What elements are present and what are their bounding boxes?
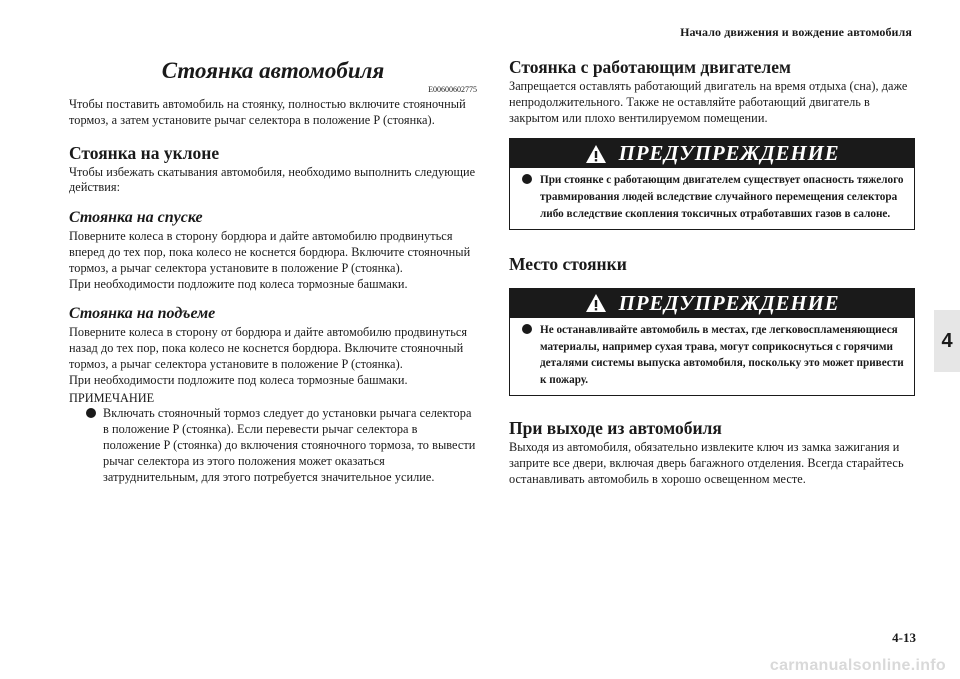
chapter-tab: 4 [934, 310, 960, 372]
slope-paragraph: Чтобы избежать скатывания автомобиля, необходимо выполнить следующие действия: [69, 164, 476, 195]
parking-place-heading: Место стоянки [509, 253, 627, 274]
bullet-icon [522, 324, 532, 334]
downhill-paragraph: Поверните колеса в сторону бордюра и дайте автомобилю продвинуться вперед до тех пор, пока колесо не коснется бордюра. Включите стояночный тормоз, а рычаг селектора установите в положение P (стоянка). [69, 229, 471, 275]
downhill-heading: Стоянка на спуске [69, 209, 203, 227]
note-text: Включать стояночный тормоз следует до установки рычага селектора в положение P (стоянка). Если перевести рычаг селектора в положение P (стоянка) до включения стояночного тормоза, то вывести рычаг селектора из этого положения может оказаться затруднительным, для этого потребуется значительное усилие. [103, 406, 476, 484]
running-header: Начало движения и вождение автомобиля [680, 25, 912, 39]
bullet-icon [522, 174, 532, 184]
warning-box-place [509, 288, 915, 396]
page-title: Стоянка автомобиля [161, 58, 385, 83]
warning-body [510, 168, 914, 228]
bullet-icon [86, 408, 96, 418]
slope-heading: Стоянка на уклоне [69, 142, 220, 163]
warning-triangle-icon [585, 144, 607, 164]
warning-title: ПРЕДУПРЕЖДЕНИЕ [618, 141, 840, 166]
right-column [509, 50, 915, 487]
document-code: E00600602775 [428, 85, 477, 94]
warning-triangle-icon [585, 293, 607, 313]
warning-title: ПРЕДУПРЕЖДЕНИЕ [618, 290, 840, 315]
downhill-chocks-paragraph: При необходимости подложите под колеса тормозные башмаки. [69, 276, 408, 291]
uphill-paragraph: Поверните колеса в сторону от бордюра и дайте автомобилю продвинуться назад до тех пор, пока колесо не коснется бордюра. Включите стояночный тормоз, а рычаг селектора установите в положение P (стоянка). [69, 325, 468, 371]
left-column [69, 50, 477, 485]
exit-vehicle-paragraph: Выходя из автомобиля, обязательно извлеките ключ из замка зажигания и заприте все двери, включая дверь багажного отделения. Всегда старайтесь останавливать автомобиль в хорошо освещенном месте. [509, 439, 904, 486]
engine-running-heading: Стоянка с работающим двигателем [509, 57, 791, 77]
uphill-chocks-paragraph: При необходимости подложите под колеса тормозные башмаки. [69, 372, 408, 387]
warning-text: Не останавливайте автомобиль в местах, где легковоспламеняющиеся материалы, например сухая трава, могут соприкоснуться с горячими деталями системы выпуска автомобиля, поскольку это может привести к пожару. [540, 323, 904, 387]
page-number: 4-13 [892, 630, 916, 645]
warning-header [510, 139, 914, 168]
warning-text: При стоянке с работающим двигателем существует опасность тяжелого травмирования людей вследствие случайного перемещения селектора либо вследствие скопления токсичных отработавших газов в салоне. [540, 174, 904, 220]
note-item [69, 406, 477, 485]
note-label: ПРИМЕЧАНИЕ [69, 390, 155, 405]
intro-paragraph: Чтобы поставить автомобиль на стоянку, полностью включите стояночный тормоз, а затем установите рычаг селектора в положение P (стоянка). [69, 97, 466, 127]
exit-vehicle-heading: При выходе из автомобиля [509, 417, 722, 438]
warning-header [510, 289, 914, 318]
warning-box-engine [509, 138, 915, 229]
warning-body [510, 318, 914, 395]
uphill-heading: Стоянка на подъеме [69, 305, 216, 323]
watermark: carmanualsonline.info [769, 657, 946, 674]
engine-running-paragraph: Запрещается оставлять работающий двигатель на время отдыха (сна), даже непродолжительного. Также не оставляйте работающий двигатель в закрытом или плохо вентилируемом помещении. [509, 79, 908, 125]
